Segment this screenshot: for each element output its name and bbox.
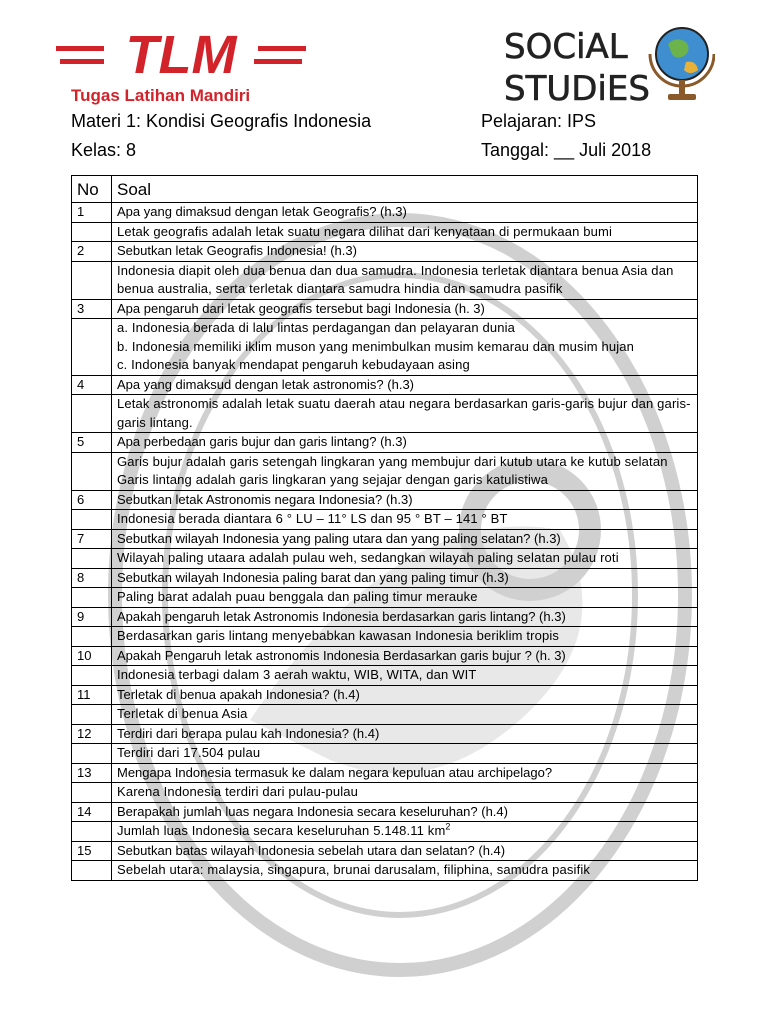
question-text: Sebutkan batas wilayah Indonesia sebelah utara dan selatan? (h.4): [112, 841, 698, 861]
answer-row: [72, 261, 698, 299]
question-table: [71, 175, 698, 881]
question-row: [72, 299, 698, 319]
answer-cell: [112, 261, 698, 299]
question-row: [72, 490, 698, 510]
answer-row: [72, 549, 698, 569]
answer-cell: [112, 705, 698, 725]
question-row: [72, 607, 698, 627]
answer-cell: [112, 861, 698, 881]
answer-text-body: Jumlah luas Indonesia secara keseluruhan 5.148.11 km: [117, 823, 446, 838]
answer-text: Terdiri dari 17.504 pulau: [117, 745, 261, 760]
answer-row: [72, 744, 698, 764]
answer-cell: [112, 395, 698, 433]
globe-icon: [650, 28, 714, 100]
answer-row: [72, 588, 698, 608]
answer-number-cell: [72, 822, 112, 842]
answer-cell: [112, 783, 698, 803]
question-text: Berapakah jumlah luas negara Indonesia secara keseluruhan? (h.4): [112, 802, 698, 822]
tlm-logo-text: TLM: [125, 26, 237, 84]
answer-number-cell: [72, 783, 112, 803]
answer-number-cell: [72, 744, 112, 764]
answer-number-cell: [72, 705, 112, 725]
answer-row: [72, 222, 698, 242]
question-text: Sebutkan letak Geografis Indonesia! (h.3): [112, 242, 698, 262]
answer-number-cell: [72, 861, 112, 881]
superscript: 2: [445, 821, 451, 832]
question-number: 15: [72, 841, 112, 861]
social-logo-line2: STUDiES: [504, 69, 650, 109]
materi-label: Materi 1: Kondisi Geografis Indonesia: [71, 111, 372, 131]
question-number: 14: [72, 802, 112, 822]
answer-row: [72, 510, 698, 530]
social-logo-line1: SOCiAL: [504, 27, 628, 67]
answer-number-cell: [72, 222, 112, 242]
question-text: Apakah Pengaruh letak astronomis Indonesia Berdasarkan garis bujur ? (h. 3): [112, 646, 698, 666]
question-text: Mengapa Indonesia termasuk ke dalam negara kepuluan atau archipelago?: [112, 763, 698, 783]
question-row: [72, 529, 698, 549]
tanggal-label: Tanggal: __ Juli 2018: [481, 140, 652, 160]
answer-cell: [112, 822, 698, 842]
answer-number-cell: [72, 319, 112, 376]
question-number: 8: [72, 568, 112, 588]
subtitle: Tugas Latihan Mandiri: [71, 86, 251, 105]
answer-text: Wilayah paling utaara adalah pulau weh, sedangkan wilayah paling selatan pulau roti: [117, 550, 619, 565]
answer-text: c. Indonesia banyak mendapat pengaruh kebudayaan asing: [117, 357, 470, 372]
answer-cell: [112, 510, 698, 530]
answer-text: b. Indonesia memiliki iklim muson yang menimbulkan musim kemarau dan musim hujan: [117, 338, 635, 354]
answer-number-cell: [72, 666, 112, 686]
question-number: 6: [72, 490, 112, 510]
answer-text: Letak astronomis adalah letak suatu daerah atau negara berdasarkan garis-garis bujur dan garis-garis lintang.: [117, 396, 691, 430]
answer-cell: [112, 627, 698, 647]
answer-text: [117, 822, 693, 841]
answer-number-cell: [72, 395, 112, 433]
question-row: [72, 242, 698, 262]
answer-text: Karena Indonesia terdiri dari pulau-pulau: [117, 784, 359, 799]
answer-number-cell: [72, 627, 112, 647]
answer-text: Letak geografis adalah letak suatu negara dilihat dari kenyataan di permukaan bumi: [117, 223, 613, 239]
question-row: [72, 763, 698, 783]
question-row: [72, 841, 698, 861]
question-number: 11: [72, 685, 112, 705]
tlm-logo: [56, 26, 306, 84]
question-number: 1: [72, 203, 112, 223]
question-text: Apa perbedaan garis bujur dan garis lintang? (h.3): [112, 433, 698, 453]
question-text: Sebutkan wilayah Indonesia yang paling utara dan yang paling selatan? (h.3): [112, 529, 698, 549]
answer-text: Sebelah utara: malaysia, singapura, brunai darusalam, filiphina, samudra pasifik: [117, 862, 591, 877]
answer-row: [72, 452, 698, 490]
answer-text: Indonesia diapit oleh dua benua dan dua samudra. Indonesia terletak diantara benua Asia dan benua australia, serta terletak diantara samudra hindia dan samudra pasifik: [117, 262, 674, 296]
answer-text: Indonesia berada diantara 6 ° LU – 11° LS dan 95 ° BT – 141 ° BT: [117, 511, 508, 526]
answer-row: [72, 783, 698, 803]
answer-row: [72, 319, 698, 376]
question-text: Terdiri dari berapa pulau kah Indonesia? (h.4): [112, 724, 698, 744]
question-row: [72, 568, 698, 588]
answer-number-cell: [72, 549, 112, 569]
answer-cell: [112, 222, 698, 242]
answer-cell: [112, 666, 698, 686]
answer-row: [72, 627, 698, 647]
question-number: 12: [72, 724, 112, 744]
question-number: 13: [72, 763, 112, 783]
question-text: Sebutkan letak Astronomis negara Indonesia? (h.3): [112, 490, 698, 510]
question-row: [72, 685, 698, 705]
question-row: [72, 375, 698, 395]
answer-cell: [112, 744, 698, 764]
question-number: 2: [72, 242, 112, 262]
answer-text: Terletak di benua Asia: [117, 706, 248, 721]
question-text: Sebutkan wilayah Indonesia paling barat dan yang paling timur (h.3): [112, 568, 698, 588]
answer-row: [72, 666, 698, 686]
question-text: Apa yang dimaksud dengan letak astronomis? (h.3): [112, 375, 698, 395]
answer-text: Garis bujur adalah garis setengah lingkaran yang membujur dari kutub utara ke kutub selatan: [117, 453, 668, 469]
question-row: [72, 203, 698, 223]
answer-row: [72, 705, 698, 725]
answer-cell: [112, 549, 698, 569]
answer-row: [72, 861, 698, 881]
question-text: Apa yang dimaksud dengan letak Geografis? (h.3): [112, 203, 698, 223]
column-header-soal: Soal: [112, 176, 698, 203]
answer-row: [72, 822, 698, 842]
question-number: 7: [72, 529, 112, 549]
question-number: 4: [72, 375, 112, 395]
question-number: 9: [72, 607, 112, 627]
answer-text: Paling barat adalah puau benggala dan paling timur merauke: [117, 589, 478, 604]
question-row: [72, 724, 698, 744]
question-row: [72, 802, 698, 822]
answer-number-cell: [72, 588, 112, 608]
question-row: [72, 433, 698, 453]
answer-text: Berdasarkan garis lintang menyebabkan kawasan Indonesia beriklim tropis: [117, 628, 560, 643]
question-number: 3: [72, 299, 112, 319]
answer-number-cell: [72, 510, 112, 530]
answer-cell: [112, 588, 698, 608]
question-row: [72, 646, 698, 666]
column-header-no: No: [72, 176, 112, 203]
answer-cell: [112, 319, 698, 376]
question-text: Apa pengaruh dari letak geografis tersebut bagi Indonesia (h. 3): [112, 299, 698, 319]
answer-text: a. Indonesia berada di lalu lintas perdagangan dan pelayaran dunia: [117, 320, 516, 335]
question-text: Apakah pengaruh letak Astronomis Indonesia berdasarkan garis lintang? (h.3): [112, 607, 698, 627]
answer-cell: [112, 452, 698, 490]
pelajaran-label: Pelajaran: IPS: [481, 111, 597, 131]
question-number: 5: [72, 433, 112, 453]
table-header-row: [72, 176, 698, 203]
answer-number-cell: [72, 452, 112, 490]
answer-text: Indonesia terbagi dalam 3 aerah waktu, WIB, WITA, dan WIT: [117, 667, 477, 682]
question-number: 10: [72, 646, 112, 666]
social-studies-logo: [500, 14, 715, 109]
answer-row: [72, 395, 698, 433]
kelas-label: Kelas: 8: [71, 140, 137, 160]
answer-number-cell: [72, 261, 112, 299]
answer-text: Garis lintang adalah garis lingkaran yang sejajar dengan garis katulistiwa: [117, 472, 548, 487]
question-text: Terletak di benua apakah Indonesia? (h.4): [112, 685, 698, 705]
